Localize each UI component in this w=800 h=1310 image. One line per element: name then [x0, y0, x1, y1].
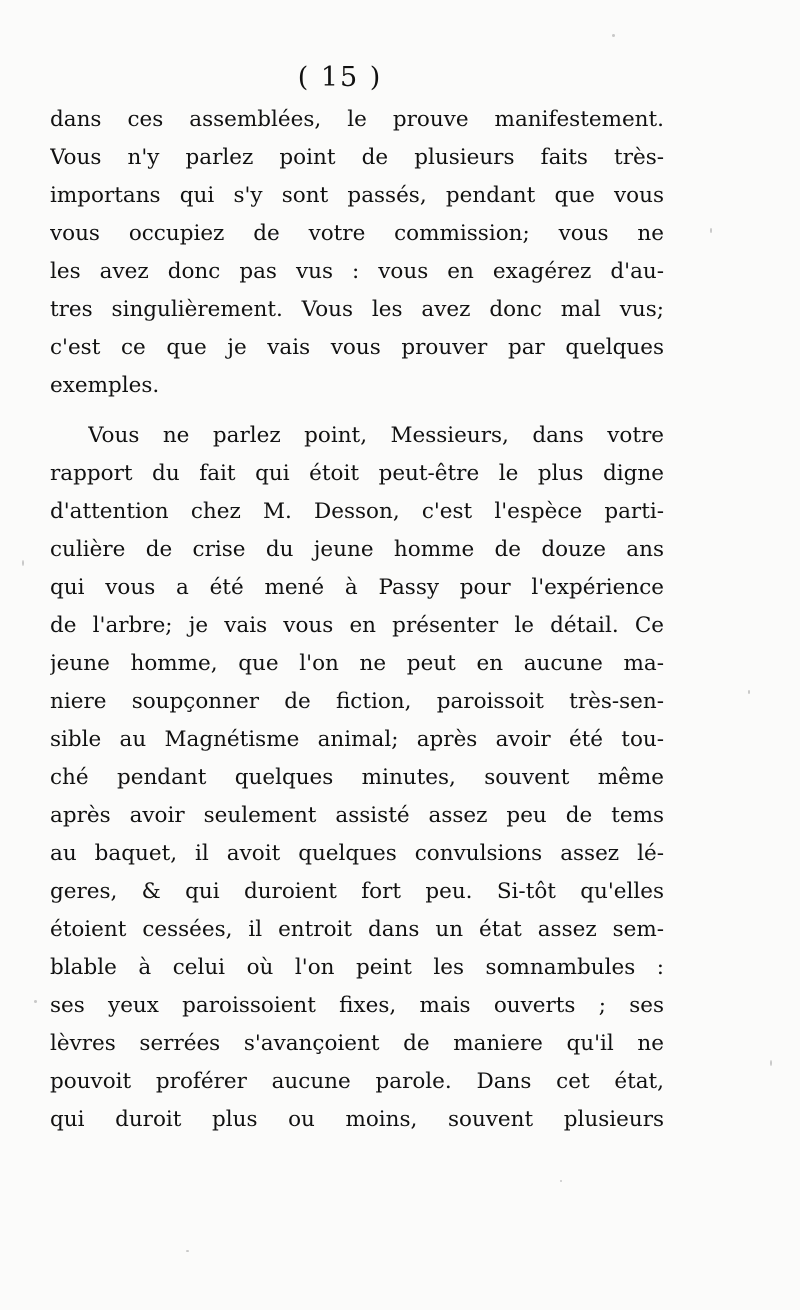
text-line: lèvres serrées s'avançoient de maniere qu'il ne	[50, 1031, 664, 1056]
text-line: importans qui s'y sont passés, pendant que vous	[50, 183, 664, 208]
text-line: de l'arbre; je vais vous en présenter le détail. Ce	[50, 613, 664, 638]
text-line: vous occupiez de votre commission; vous ne	[50, 221, 664, 246]
paper-speck	[186, 1250, 189, 1252]
text-line: pouvoit proférer aucune parole. Dans cet état,	[50, 1069, 664, 1094]
text-line: ché pendant quelques minutes, souvent même	[50, 765, 664, 790]
text-line: les avez donc pas vus : vous en exagérez d'au-	[50, 259, 664, 284]
paper-speck	[22, 560, 24, 566]
text-line: qui duroit plus ou moins, souvent plusieurs	[50, 1107, 664, 1132]
paper-speck	[612, 34, 615, 37]
text-line: au baquet, il avoit quelques convulsions assez lé-	[50, 841, 664, 866]
paragraph-start-line: Vous ne parlez point, Messieurs, dans votre	[88, 423, 664, 448]
page-number: ( 15 )	[297, 62, 383, 93]
text-line: exemples.	[50, 373, 160, 398]
text-line: culière de crise du jeune homme de douze ans	[50, 537, 664, 562]
text-line: d'attention chez M. Desson, c'est l'espèce parti-	[50, 499, 664, 524]
text-line: après avoir seulement assisté assez peu de tems	[50, 803, 664, 828]
text-line: jeune homme, que l'on ne peut en aucune ma-	[50, 651, 664, 676]
text-line: étoient cessées, il entroit dans un état assez sem-	[50, 917, 664, 942]
text-line: ses yeux paroissoient fixes, mais ouverts ; ses	[50, 993, 664, 1018]
paper-speck	[770, 1060, 772, 1066]
text-line: blable à celui où l'on peint les somnambules :	[50, 955, 664, 980]
text-line: sible au Magnétisme animal; après avoir été tou-	[50, 727, 664, 752]
text-line: c'est ce que je vais vous prouver par quelques	[50, 335, 664, 360]
paper-speck	[710, 228, 712, 233]
paper-speck	[560, 1180, 562, 1182]
text-line: Vous n'y parlez point de plusieurs faits très-	[50, 145, 664, 170]
text-line: niere soupçonner de fiction, paroissoit très-sen-	[50, 689, 664, 714]
text-line: dans ces assemblées, le prouve manifestement.	[50, 107, 664, 132]
paper-speck	[748, 690, 750, 694]
text-line: geres, & qui duroient fort peu. Si-tôt qu'elles	[50, 879, 664, 904]
text-line: rapport du fait qui étoit peut-être le plus digne	[50, 461, 664, 486]
text-line: qui vous a été mené à Passy pour l'expérience	[50, 575, 664, 600]
text-line: tres singulièrement. Vous les avez donc mal vus;	[50, 297, 664, 322]
paper-speck	[34, 1000, 37, 1003]
